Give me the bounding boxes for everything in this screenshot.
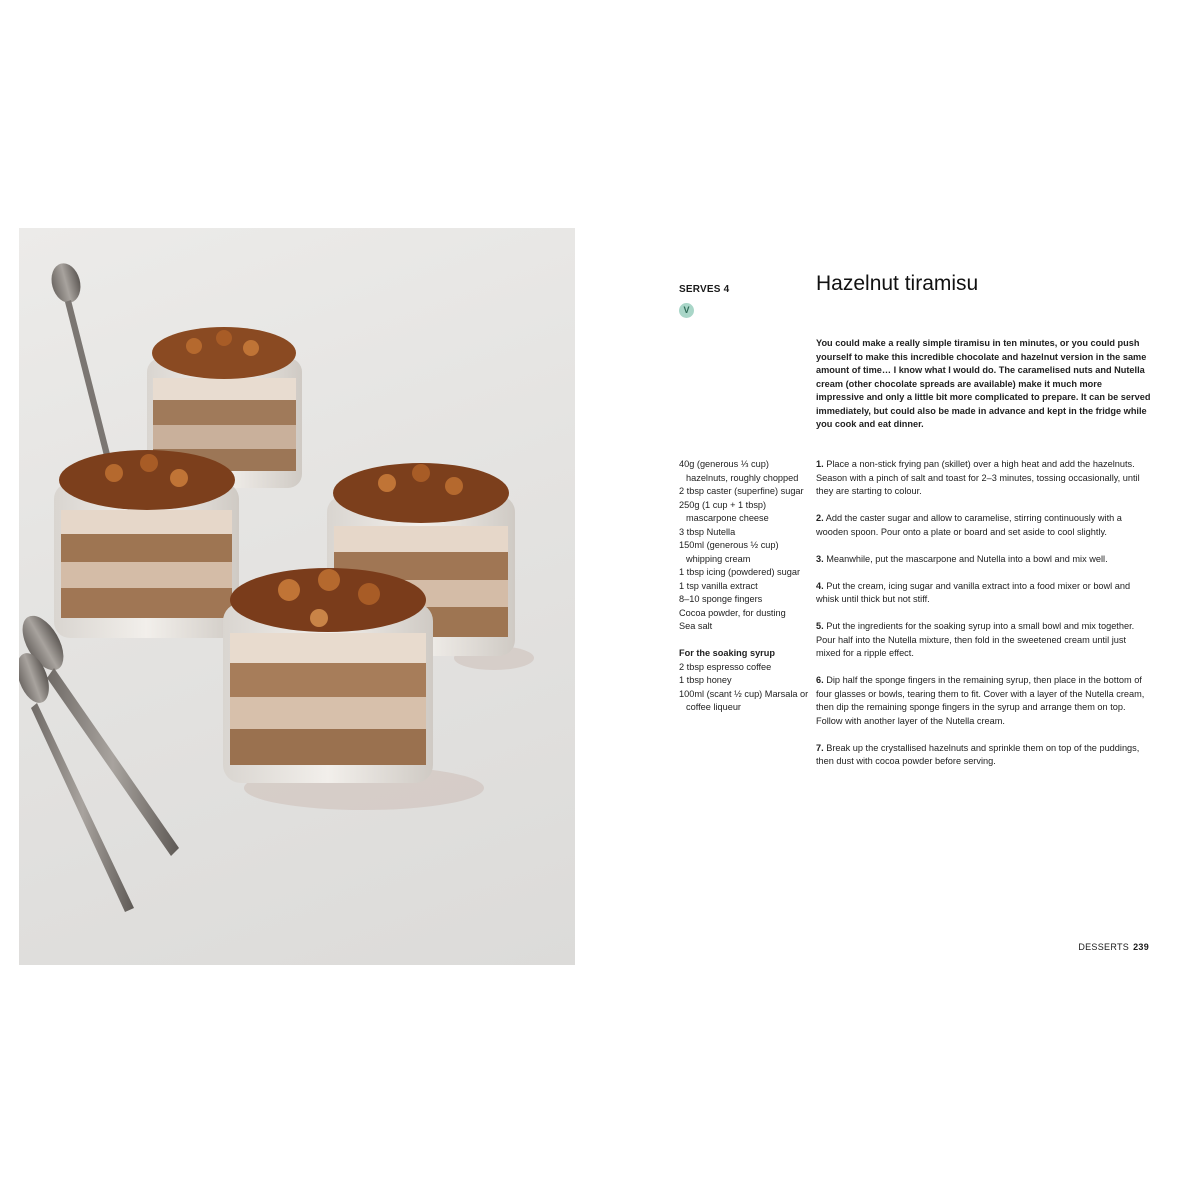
tiramisu-photo [19, 228, 575, 965]
ingredient-item: 1 tsp vanilla extract [679, 580, 758, 591]
syrup-heading: For the soaking syrup [679, 648, 775, 658]
method-step [816, 620, 1151, 661]
ingredient-item: 250g (1 cup + 1 tbsp) mascarpone cheese [679, 499, 769, 523]
step-text: Meanwhile, put the mascarpone and Nutella into a bowl and mix well. [826, 553, 1108, 564]
step-number: 6. [816, 675, 824, 685]
page-folio [1078, 942, 1149, 952]
recipe-intro: You could make a really simple tiramisu in ten minutes, or you could push yourself to make this incredible chocolate and hazelnut version in the same amount of time… I know what I would do. The caramelised nuts and Nutella cream (other chocolate spreads are available) make it much more impressive and only a little bit more complicated to prepare. It can be served immediately, but could also be made in advance and kept in the fridge while you cook and eat dinner. [816, 338, 1151, 429]
recipe-title: Hazelnut tiramisu [816, 272, 979, 295]
ingredient-item: 8–10 sponge fingers [679, 594, 763, 604]
serves-label: SERVES 4 [679, 284, 730, 295]
method-step [816, 580, 1151, 607]
step-number: 4. [816, 580, 824, 591]
ingredient-item: 1 tbsp icing (powdered) sugar [679, 567, 801, 577]
method-step [816, 742, 1151, 769]
step-text: Put the ingredients for the soaking syrup into a small bowl and mix together. Pour half into the Nutella mixture, then fold in the sweetened cream until just mixed for a ripple effect. [816, 621, 1135, 658]
ingredient-item: 40g (generous ⅓ cup) hazelnuts, roughly chopped [679, 459, 799, 483]
dessert-glass-front [223, 568, 433, 783]
method-step [816, 674, 1151, 728]
step-text: Dip half the sponge fingers in the remaining syrup, then place in the bottom of four glasses or bowls, tearing them to fit. Cover with a layer of the Nutella cream, then dip the remaining sponge fingers in the syrup and arrange them on top. Follow with another layer of the Nutella cream. [816, 675, 1145, 726]
step-text: Place a non-stick frying pan (skillet) over a high heat and add the hazelnuts. Season with a pinch of salt and toast for 2–3 minutes, tossing occasionally, until they are starting to colour. [816, 459, 1140, 496]
section-name: DESSERTS [1078, 942, 1130, 952]
page-number: 239 [1133, 942, 1149, 952]
ingredient-item: 150ml (generous ½ cup) whipping cream [679, 540, 779, 564]
spoon-bottom [19, 649, 134, 912]
spoon-back [47, 260, 111, 460]
method-step [816, 512, 1151, 539]
step-number: 5. [816, 621, 824, 631]
step-text: Put the cream, icing sugar and vanilla extract into a food mixer or bowl and whisk until thick but not stiff. [816, 580, 1131, 604]
method-list [816, 458, 1151, 782]
method-step [816, 553, 1151, 567]
step-number: 3. [816, 553, 824, 564]
step-number: 7. [816, 742, 824, 753]
ingredient-list [679, 458, 811, 715]
dessert-glass-left [54, 450, 239, 638]
step-text: Add the caster sugar and allow to caramelise, stirring continuously with a wooden spoon. Pour onto a plate or board and set aside to cool slightly. [816, 513, 1122, 537]
ingredient-item: Sea salt [679, 621, 713, 631]
syrup-ingredient-item: 2 tbsp espresso coffee [679, 661, 772, 672]
syrup-ingredient-item: 100ml (scant ½ cup) Marsala or coffee liqueur [679, 688, 809, 712]
ingredient-item: 2 tbsp caster (superfine) sugar [679, 486, 804, 496]
vegetarian-badge: V [679, 303, 694, 318]
step-number: 1. [816, 459, 824, 469]
ingredient-item: 3 tbsp Nutella [679, 526, 736, 537]
method-step [816, 458, 1151, 499]
step-number: 2. [816, 513, 824, 523]
step-text: Break up the crystallised hazelnuts and sprinkle them on top of the puddings, then dust with cocoa powder before serving. [816, 742, 1140, 766]
ingredient-item: Cocoa powder, for dusting [679, 607, 786, 618]
syrup-ingredient-item: 1 tbsp honey [679, 675, 732, 685]
